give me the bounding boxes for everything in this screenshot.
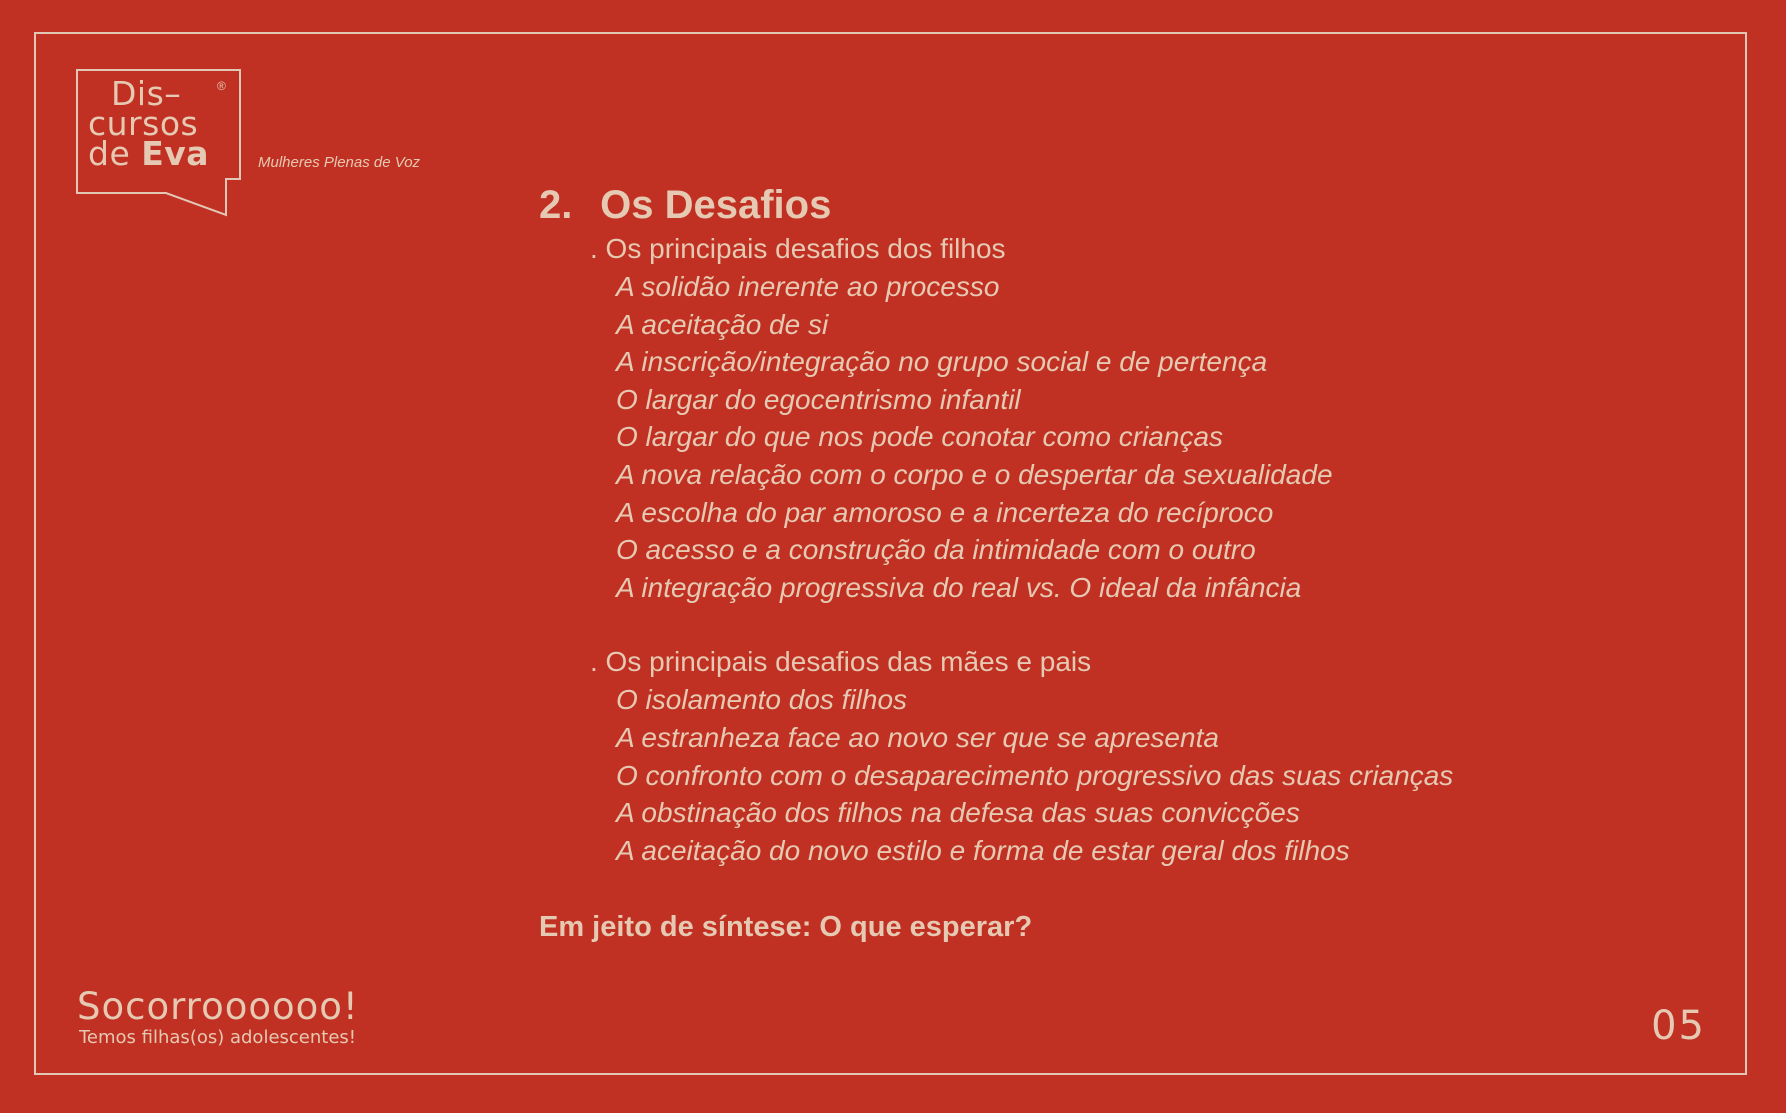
list-item: A aceitação do novo estilo e forma de estar geral dos filhos [616,834,1350,866]
page-number: 05 [1651,1003,1706,1049]
registered-mark: ® [217,79,226,93]
slide-content [539,180,1679,947]
logo-line-3-bold: Eva [141,134,210,173]
logo-line-3-regular: de [88,134,131,173]
list-item: O largar do que nos pode conotar como crianças [616,421,1224,453]
footer-title: Socorroooooo! [77,985,359,1028]
section-number: 2. [539,183,573,227]
section-heading-parents: . Os principais desafios das mães e pais [590,646,1092,678]
logo-line-2: cursos [88,104,199,143]
logo [76,69,246,217]
section-spacer [539,606,1679,643]
list-item: A aceitação de si [616,308,829,340]
list-item: A integração progressiva do real vs. O ideal da infância [616,571,1302,603]
logo-line-1: Dis– [111,74,182,113]
list-item: O acesso e a construção da intimidade com o outro [616,534,1256,566]
list-item: O isolamento dos filhos [616,684,908,716]
footer-subtitle: Temos filhas(os) adolescentes! [79,1027,356,1048]
slide-title [539,180,1679,230]
section-heading-children: . Os principais desafios dos filhos [590,233,1006,264]
logo-tagline: Mulheres Plenas de Voz [258,154,421,171]
synthesis-line: Em jeito de síntese: O que esperar? [539,911,1033,944]
list-item: A obstinação dos filhos na defesa das suas convicções [616,797,1300,829]
list-item: A escolha do par amoroso e a incerteza do recíproco [616,496,1274,528]
list-item: A solidão inerente ao processo [616,271,1000,302]
list-item: O largar do egocentrismo infantil [616,383,1021,415]
logo-wordmark [88,74,210,173]
list-item: A inscrição/integração no grupo social e de pertença [616,346,1268,378]
list-item: O confronto com o desaparecimento progressivo das suas crianças [616,759,1454,791]
list-item: A nova relação com o corpo e o despertar da sexualidade [616,458,1333,490]
section-title: Os Desafios [600,183,832,227]
list-item: A estranheza face ao novo ser que se apresenta [616,721,1219,753]
